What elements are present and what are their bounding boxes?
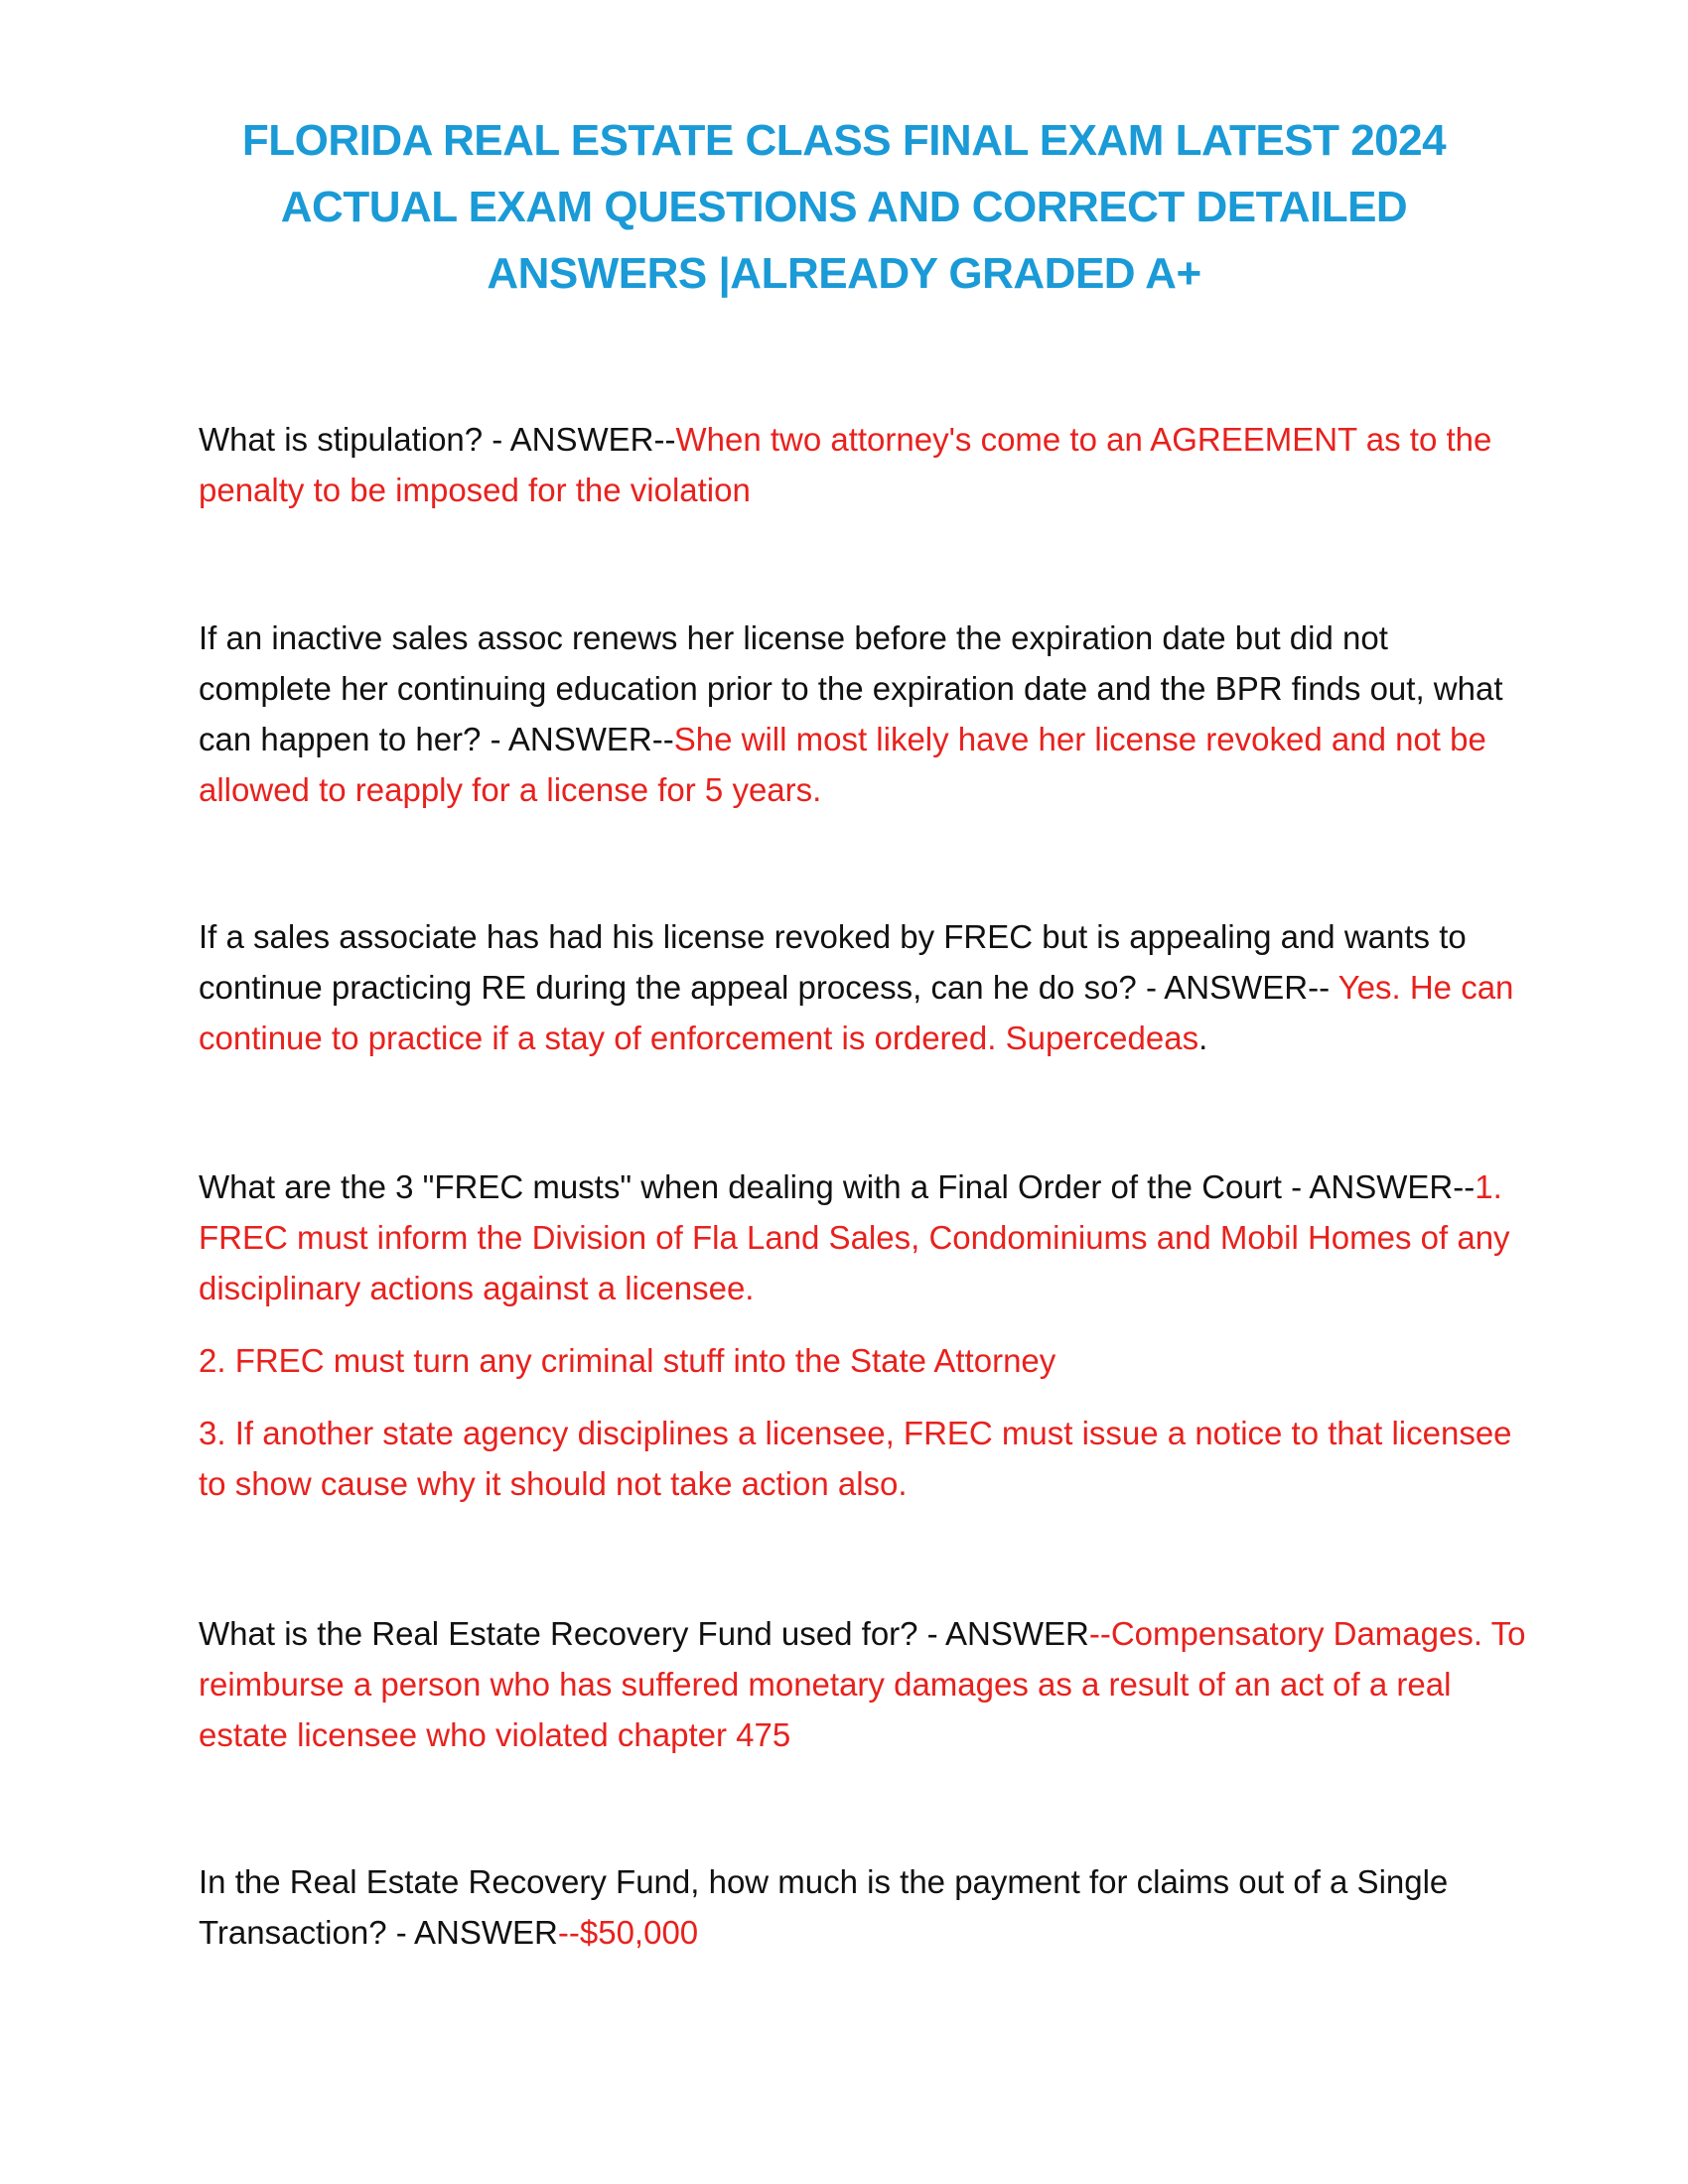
qa-item [199,414,1529,515]
answer-text: --Compensatory Damages. To reimburse a person who has suffered monetary damages as a result of an act of a real estate licensee who violated chapter 475 [199,1615,1526,1753]
qa-item [199,1161,1529,1313]
qa-item [199,1608,1529,1760]
answer-paragraph-3: 3. If another state agency disciplines a licensee, FREC must issue a notice to that licensee to show cause why it should not take action also. [199,1415,1512,1502]
question-text: What is the Real Estate Recovery Fund used for? - ANSWER [199,1615,1089,1652]
title-line-2: ACTUAL EXAM QUESTIONS AND CORRECT DETAILED [280,183,1408,231]
question-text: What is stipulation? - ANSWER-- [199,421,676,458]
title-line-3: ANSWERS |ALREADY GRADED A+ [487,249,1201,298]
question-text: If a sales associate has had his license revoked by FREC but is appealing and wants to continue practicing RE during the appeal process, can he do so? - ANSWER-- [199,918,1467,1006]
question-text: If an inactive sales assoc renews her license before the expiration date but did not complete her continuing education prior to the expiration date and the BPR finds out, what can happen to her? - ANSWER-- [199,619,1503,757]
question-text: What are the 3 "FREC musts" when dealing with a Final Order of the Court - ANSWER-- [199,1168,1476,1205]
answer-paragraph-2: 2. FREC must turn any criminal stuff into the State Attorney [199,1342,1056,1379]
answer-text: 1. FREC must inform the Division of Fla Land Sales, Condominiums and Mobil Homes of any disciplinary actions against a licensee. [199,1168,1510,1306]
title-line-1: FLORIDA REAL ESTATE CLASS FINAL EXAM LATEST 2024 [241,116,1447,165]
question-text: In the Real Estate Recovery Fund, how much is the payment for claims out of a Single Transaction? - ANSWER [199,1863,1449,1951]
qa-item [199,613,1529,815]
answer-text: She will most likely have her license revoked and not be allowed to reapply for a license for 5 years. [199,721,1486,808]
answer-text: Yes. He can continue to practice if a stay of enforcement is ordered. Supercedeas [199,969,1514,1056]
qa-item [199,1856,1529,1958]
document-title [149,107,1539,307]
answer-text: When two attorney's come to an AGREEMENT as to the penalty to be imposed for the violation [199,421,1492,508]
answer-trailing-period: . [1198,1020,1208,1056]
answer-text: --$50,000 [557,1914,699,1951]
qa-item [199,911,1529,1063]
